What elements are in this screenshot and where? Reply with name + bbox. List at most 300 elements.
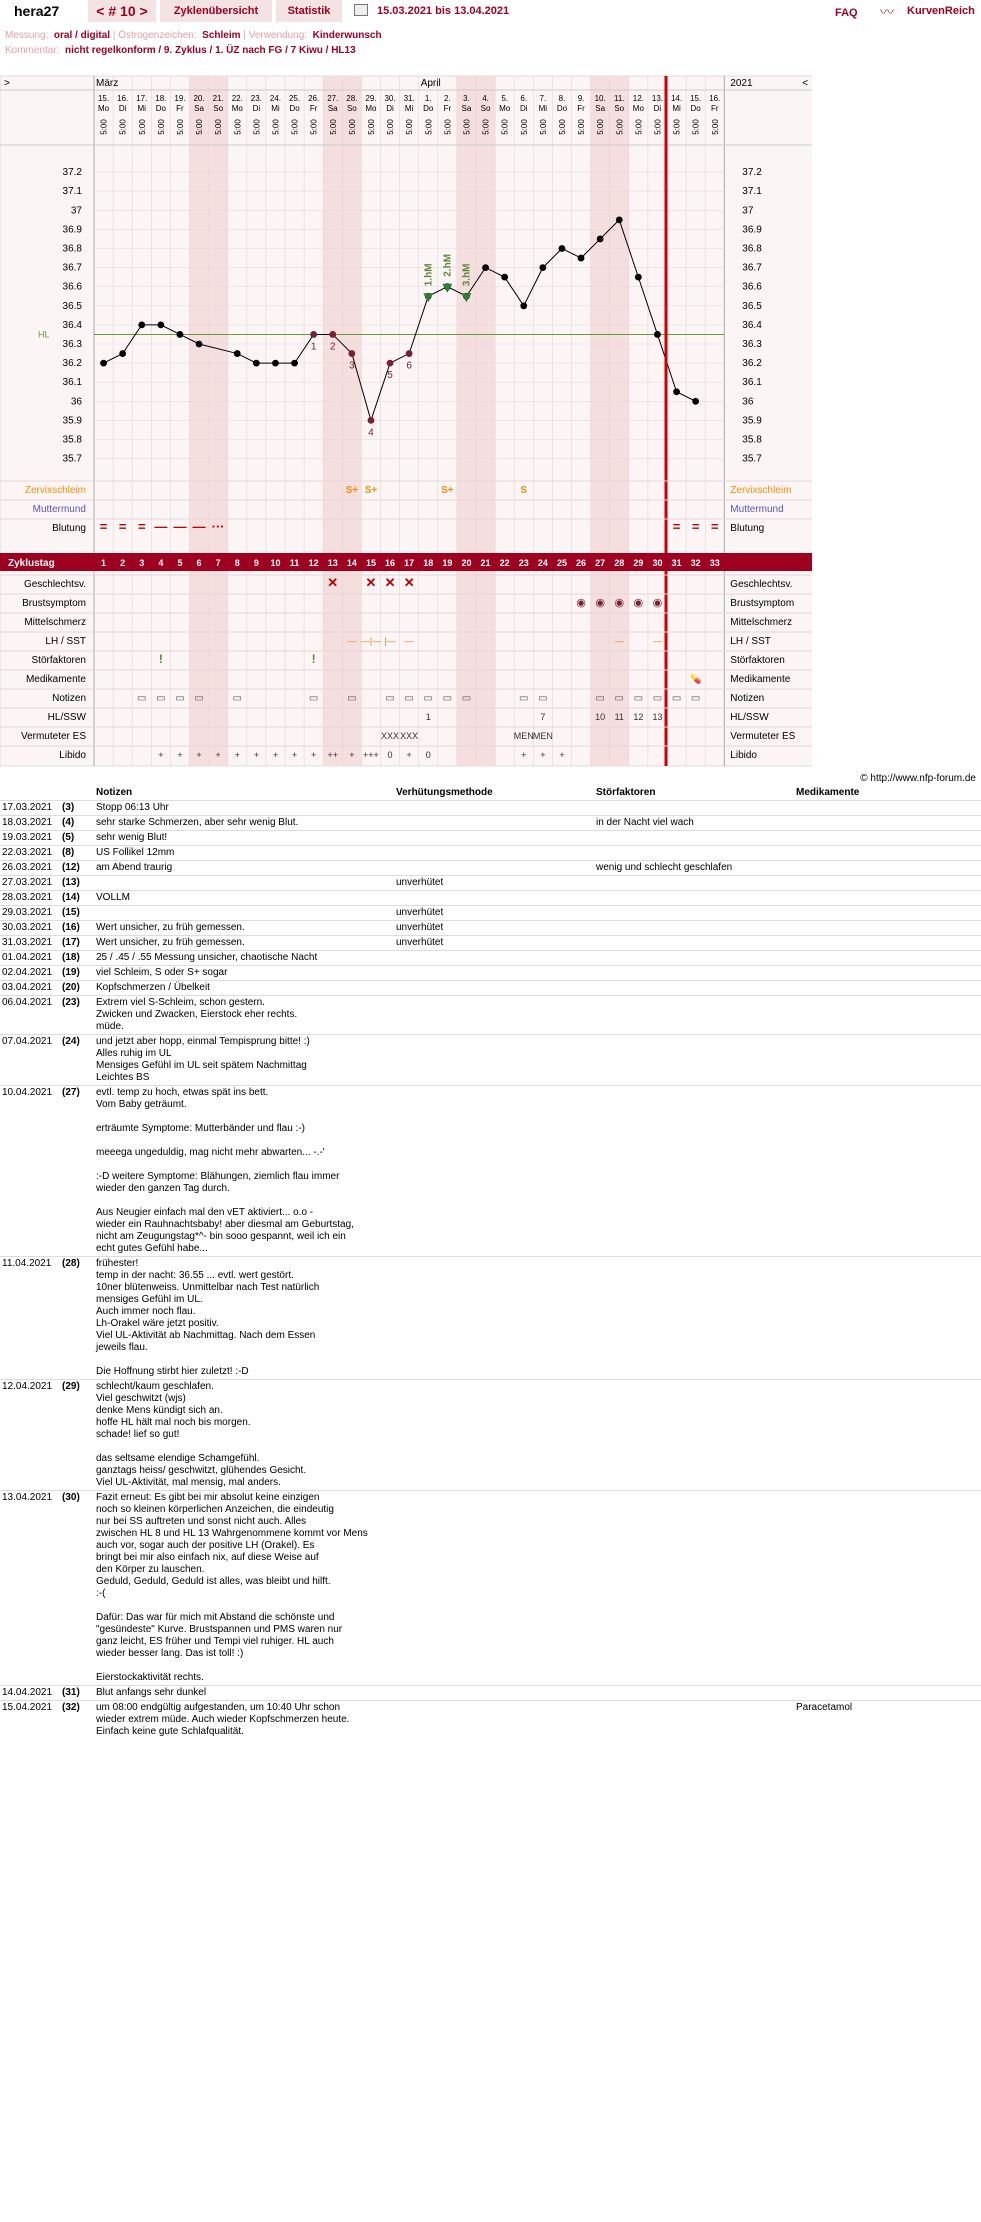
row-label-right: Brustsymptom <box>730 598 795 609</box>
high-label: 1.hM <box>423 263 435 287</box>
row-cell: +++ <box>363 750 379 760</box>
row-cell: MEN <box>532 731 553 741</box>
faq-link[interactable]: FAQ <box>835 7 858 19</box>
row-cell-blood: — <box>173 519 187 534</box>
low-label: 5 <box>387 370 393 382</box>
y-tick-right: 35.7 <box>742 453 762 465</box>
top-bar <box>0 0 981 22</box>
note-cycle-day: (13) <box>60 875 94 890</box>
day-time: 5:00 <box>309 119 319 135</box>
note-text: und jetzt aber hopp, einmal Tempisprung bitte! :) Alles ruhig im UL Mensiges Gefühl im UL seit spätem Nachmittag Leichtes BS <box>94 1034 394 1085</box>
note-date: 17.03.2021 <box>0 800 60 815</box>
row-cell: — <box>614 636 624 646</box>
day-weekday: Sa <box>461 104 472 113</box>
day-date: 18. <box>155 94 167 103</box>
cycle-day-number: 9 <box>253 558 259 568</box>
note-row <box>0 950 981 965</box>
note-method <box>394 815 594 830</box>
day-weekday: Do <box>556 104 568 113</box>
day-time: 5:00 <box>137 119 147 135</box>
day-weekday: Fr <box>443 104 452 113</box>
weekend-column <box>610 76 629 766</box>
note-cycle-day: (16) <box>60 920 94 935</box>
note-method <box>394 800 594 815</box>
day-weekday: Mi <box>404 104 414 113</box>
note-meds <box>794 980 981 995</box>
row-label-right: Notizen <box>730 693 765 704</box>
y-tick-right: 36.1 <box>742 377 762 389</box>
cycle-day-number: 26 <box>576 558 587 568</box>
day-date: 16. <box>117 94 129 103</box>
note-text: um 08:00 endgültig aufgestanden, um 10:40 Uhr schon wieder extrem müde. Auch wieder Kopfschmerzen heute. Einfach keine gute Schlafqualität. <box>94 1700 394 1739</box>
day-weekday: Di <box>386 104 394 113</box>
row-cell: ◉ <box>595 597 605 609</box>
day-date: 15. <box>690 94 702 103</box>
row-cell: 10 <box>595 712 606 722</box>
row-label: Mittelschmerz <box>24 617 86 628</box>
day-date: 12. <box>632 94 644 103</box>
day-date: 1. <box>424 94 432 103</box>
period-sep: bis <box>435 5 452 17</box>
measure-label: Messung: <box>5 30 49 41</box>
day-date: 24. <box>269 94 282 103</box>
brand-link[interactable]: KurvenReich <box>907 5 975 17</box>
day-time: 5:00 <box>386 119 396 135</box>
day-time: 5:00 <box>500 119 510 135</box>
note-factors <box>594 800 794 815</box>
row-label: Notizen <box>52 693 86 704</box>
note-cycle-day: (30) <box>60 1490 94 1685</box>
day-weekday: Fr <box>577 104 585 113</box>
cycle-day-number: 32 <box>690 558 701 568</box>
note-factors <box>594 1085 794 1256</box>
row-cell: + <box>234 750 240 760</box>
note-meds <box>794 1034 981 1085</box>
row-cell: ▭ <box>461 693 472 704</box>
row-label-right: Medikamente <box>730 674 791 685</box>
row-cell: ✕ <box>403 575 415 590</box>
temperature-point <box>253 360 260 367</box>
y-tick-left: 35.7 <box>62 453 82 465</box>
note-row <box>0 1379 981 1490</box>
day-time: 5:00 <box>596 119 606 135</box>
day-time: 5:00 <box>233 119 243 135</box>
row-cell: 💊 <box>690 674 702 684</box>
note-method: unverhütet <box>394 875 594 890</box>
note-factors <box>594 995 794 1034</box>
y-tick-left: 36.8 <box>62 243 82 255</box>
day-weekday: So <box>480 104 491 113</box>
row-cell: ++ <box>327 750 339 760</box>
day-date: 7. <box>539 94 547 103</box>
note-cycle-day: (32) <box>60 1700 94 1739</box>
month-label: März <box>96 78 119 89</box>
row-label-right: Mittelschmerz <box>730 617 792 628</box>
day-date: 3. <box>463 94 470 103</box>
note-row <box>0 1490 981 1685</box>
day-date: 5. <box>501 94 508 103</box>
cycle-day-number: 3 <box>139 558 145 568</box>
y-tick-right: 37.2 <box>742 167 762 179</box>
row-cell-blood: = <box>672 519 681 534</box>
note-factors <box>594 1700 794 1739</box>
y-tick-left: 36 <box>70 396 82 408</box>
tab-statistics[interactable]: Statistik <box>276 0 342 22</box>
temperature-point <box>539 264 546 271</box>
note-row <box>0 845 981 860</box>
day-date: 4. <box>482 94 489 103</box>
day-date: 29. <box>365 94 377 103</box>
note-date: 29.03.2021 <box>0 905 60 920</box>
y-tick-left: 36.1 <box>62 377 82 389</box>
note-text: Wert unsicher, zu früh gemessen. <box>94 935 394 950</box>
note-date: 13.04.2021 <box>0 1490 60 1685</box>
note-date: 27.03.2021 <box>0 875 60 890</box>
note-cycle-day: (31) <box>60 1685 94 1700</box>
note-text: Wert unsicher, zu früh gemessen. <box>94 920 394 935</box>
y-tick-left: 36.2 <box>62 358 82 370</box>
day-weekday: So <box>346 104 357 113</box>
day-time: 5:00 <box>328 119 338 135</box>
note-meds <box>794 920 981 935</box>
note-meds <box>794 830 981 845</box>
cycle-day-number: 7 <box>215 558 221 568</box>
meta-line-2 <box>5 43 382 58</box>
note-method <box>394 845 594 860</box>
row-cell: ▭ <box>404 693 414 704</box>
note-method <box>394 830 594 845</box>
note-row <box>0 980 981 995</box>
note-date: 07.04.2021 <box>0 1034 60 1085</box>
y-tick-left: 37.2 <box>62 167 82 179</box>
day-weekday: Mo <box>365 104 377 113</box>
note-factors <box>594 1379 794 1490</box>
row-cell: + <box>253 750 259 760</box>
note-method <box>394 860 594 875</box>
temperature-point <box>559 245 566 252</box>
weekend-column <box>190 76 209 766</box>
period-from: 15.03.2021 <box>377 5 433 17</box>
comment-value: nicht regelkonform / 9. Zyklus / 1. ÜZ nach FG / 7 Kiwu / HL13 <box>65 45 356 56</box>
notes-col-header: Notizen <box>96 787 133 799</box>
temperature-point <box>234 350 241 357</box>
note-date: 15.04.2021 <box>0 1700 60 1739</box>
row-cell: 0 <box>425 750 431 760</box>
note-cycle-day: (17) <box>60 935 94 950</box>
day-time: 5:00 <box>519 119 529 135</box>
temperature-point <box>329 331 336 338</box>
note-factors <box>594 1490 794 1685</box>
cycle-day-number: 17 <box>404 558 415 568</box>
note-method <box>394 995 594 1034</box>
row-cell: + <box>177 750 183 760</box>
row-label: HL/SSW <box>47 712 86 723</box>
row-label-mm: Muttermund <box>32 504 86 515</box>
row-cell: 13 <box>652 712 663 722</box>
row-cell: ▭ <box>156 693 166 704</box>
method-col-header: Verhütungsmethode <box>396 787 493 799</box>
temperature-point <box>482 264 489 271</box>
note-row <box>0 1085 981 1256</box>
day-date: 14. <box>670 94 683 103</box>
note-meds <box>794 905 981 920</box>
day-date: 8. <box>558 94 566 103</box>
row-cell-blood: = <box>118 519 127 534</box>
row-cell: + <box>521 750 527 760</box>
day-date: 17. <box>136 94 148 103</box>
day-date: 28. <box>346 94 358 103</box>
row-cell-blood: = <box>710 519 719 534</box>
note-cycle-day: (4) <box>60 815 94 830</box>
weekend-column <box>457 76 476 766</box>
row-cell: ! <box>158 652 163 666</box>
day-time: 5:00 <box>195 119 205 135</box>
cycle-day-number: 1 <box>101 558 107 568</box>
day-time: 5:00 <box>443 119 453 135</box>
note-text: sehr wenig Blut! <box>94 830 394 845</box>
note-meds <box>794 815 981 830</box>
note-method <box>394 1685 594 1700</box>
note-text <box>94 875 394 890</box>
row-label-blood: Blutung <box>52 523 86 534</box>
year-label: 2021 <box>730 78 753 89</box>
y-tick-left: 36.3 <box>62 339 82 350</box>
day-weekday: Mi <box>672 104 681 113</box>
note-cycle-day: (20) <box>60 980 94 995</box>
note-meds <box>794 995 981 1034</box>
day-date: 21. <box>212 94 224 103</box>
note-meds <box>794 935 981 950</box>
row-cell: ! <box>311 652 316 666</box>
factors-col-header: Störfaktoren <box>596 787 656 799</box>
note-text: viel Schleim, S oder S+ sogar <box>94 965 394 980</box>
note-meds: Paracetamol <box>794 1700 981 1739</box>
row-cell: 11 <box>614 712 624 722</box>
day-date: 6. <box>520 94 528 103</box>
tab-cycle-overview[interactable]: Zyklenübersicht <box>160 0 272 22</box>
day-time: 5:00 <box>405 119 415 135</box>
nav-right-arrow[interactable]: < <box>802 78 809 89</box>
day-weekday: Mo <box>632 104 644 113</box>
note-cycle-day: (5) <box>60 830 94 845</box>
day-time: 5:00 <box>691 119 701 135</box>
day-weekday: Sa <box>194 104 204 113</box>
cycle-meta <box>5 28 382 58</box>
day-date: 25. <box>288 94 301 103</box>
day-date: 27. <box>327 94 339 103</box>
cycle-day-number: 4 <box>158 558 164 568</box>
cycle-navigator[interactable]: < # 10 > <box>88 0 156 22</box>
note-text: 25 / .45 / .55 Messung unsicher, chaotische Nacht <box>94 950 394 965</box>
row-label-right-mm: Muttermund <box>730 504 784 515</box>
row-cell: ▭ <box>308 693 319 704</box>
row-label: Geschlechtsv. <box>23 579 86 590</box>
note-text: sehr starke Schmerzen, aber sehr wenig Blut. <box>94 815 394 830</box>
row-cell: ✕ <box>365 575 377 590</box>
day-time: 5:00 <box>214 119 224 135</box>
day-time: 5:00 <box>156 119 166 135</box>
row-cell: ▭ <box>175 693 185 704</box>
day-weekday: Di <box>118 104 127 113</box>
day-time: 5:00 <box>557 119 567 135</box>
nav-left-arrow[interactable]: > <box>4 78 10 89</box>
row-label-right-cervix: Zervixschleim <box>730 485 792 496</box>
note-method <box>394 1700 594 1739</box>
day-time: 5:00 <box>252 119 262 135</box>
day-time: 5:00 <box>290 119 300 135</box>
note-meds <box>794 1256 981 1379</box>
row-cell-cervix: S <box>520 485 528 496</box>
day-date: 15. <box>97 94 110 103</box>
cycle-day-number: 21 <box>480 558 491 568</box>
day-time: 5:00 <box>462 119 472 135</box>
low-label: 3 <box>349 360 355 372</box>
note-cycle-day: (23) <box>60 995 94 1034</box>
row-cell-blood: — <box>192 519 206 534</box>
cycle-day-number: 18 <box>423 558 434 568</box>
temperature-point <box>196 341 203 348</box>
note-cycle-day: (14) <box>60 890 94 905</box>
copyright: © http://www.nfp-forum.de <box>860 773 976 784</box>
row-label-right: Vermuteter ES <box>730 731 796 742</box>
row-label-right: Libido <box>730 750 758 761</box>
note-row <box>0 890 981 905</box>
day-time: 5:00 <box>366 119 376 135</box>
temperature-point <box>157 322 164 329</box>
day-time: 5:00 <box>615 119 625 135</box>
note-method <box>394 1034 594 1085</box>
note-date: 28.03.2021 <box>0 890 60 905</box>
note-date: 01.04.2021 <box>0 950 60 965</box>
weekend-column <box>591 76 610 766</box>
row-cell: ▭ <box>194 693 204 704</box>
y-tick-left: 36.9 <box>62 224 82 236</box>
cycle-period <box>377 5 509 17</box>
row-cell: ✕ <box>384 575 396 590</box>
cycle-day-number: 8 <box>234 558 240 568</box>
printer-icon[interactable] <box>354 4 368 16</box>
day-weekday: Mi <box>137 104 146 113</box>
period-to: 13.04.2021 <box>454 5 510 17</box>
comment-label: Kommentar: <box>5 45 60 56</box>
day-date: 10. <box>594 94 606 103</box>
weekend-column <box>323 76 342 766</box>
row-cell: ▭ <box>690 693 701 704</box>
note-date: 30.03.2021 <box>0 920 60 935</box>
note-meds <box>794 1685 981 1700</box>
note-date: 02.04.2021 <box>0 965 60 980</box>
low-label: 6 <box>406 360 412 372</box>
row-cell: ▭ <box>137 693 147 704</box>
day-date: 26. <box>308 94 320 103</box>
note-cycle-day: (27) <box>60 1085 94 1256</box>
y-tick-right: 36.3 <box>742 339 762 350</box>
note-meds <box>794 1379 981 1490</box>
curve-logo-icon: 〰 <box>880 4 894 20</box>
y-tick-left: 35.9 <box>62 415 82 427</box>
day-weekday: Fr <box>710 104 719 113</box>
temperature-point <box>348 350 355 357</box>
note-method <box>394 1256 594 1379</box>
note-meds <box>794 950 981 965</box>
note-meds <box>794 845 981 860</box>
row-cell: 12 <box>633 712 644 722</box>
cycle-chart <box>0 73 812 773</box>
note-text: frühester! temp in der nacht: 36.55 ... evtl. wert gestört. 10ner blütenweiss. Unmittelbar nach Test natürlich mensiges Gefühl im UL. Auch immer noch flau. Lh-Orakel wäre jetzt positiv. Viel UL-Aktivität ab Nachmittag. Nach dem Essen jeweils flau. Die Hoffnung stirbt hier zuletzt! :-D <box>94 1256 394 1379</box>
note-text <box>94 905 394 920</box>
note-method <box>394 1085 594 1256</box>
note-method: unverhütet <box>394 920 594 935</box>
row-cell: ✕ <box>327 575 339 590</box>
row-cell: ▭ <box>347 693 357 704</box>
note-date: 31.03.2021 <box>0 935 60 950</box>
low-label: 1 <box>310 341 317 353</box>
temperature-point <box>100 360 107 367</box>
day-date: 22. <box>231 94 243 103</box>
note-factors <box>594 980 794 995</box>
high-label: 3.hM <box>461 263 473 287</box>
row-cell: + <box>311 750 317 760</box>
note-row <box>0 920 981 935</box>
day-date: 2. <box>444 94 451 103</box>
usage-label: Verwendung: <box>248 30 308 41</box>
estrogen-value: Schleim <box>202 30 241 41</box>
usage-value: Kinderwunsch <box>312 30 382 41</box>
note-factors <box>594 1685 794 1700</box>
day-date: 19. <box>174 94 186 103</box>
note-date: 14.04.2021 <box>0 1685 60 1700</box>
row-cell: XXX <box>400 731 419 741</box>
row-cell: ▭ <box>671 693 682 704</box>
row-label: Brustsymptom <box>22 598 86 609</box>
cycle-day-number: 14 <box>346 558 357 568</box>
day-date: 23. <box>250 94 262 103</box>
row-cell: 0 <box>387 750 393 760</box>
day-weekday: Do <box>690 104 701 113</box>
row-cell: ◉ <box>614 597 625 609</box>
cycle-day-number: 33 <box>709 558 720 568</box>
cycle-day-number: 10 <box>270 558 281 568</box>
cycle-day-number: 31 <box>671 558 682 568</box>
row-label: Vermuteter ES <box>20 731 86 742</box>
cycle-day-number: 25 <box>556 558 567 568</box>
day-weekday: Mo <box>97 104 110 113</box>
row-cell: 7 <box>540 712 546 722</box>
cycle-day-number: 28 <box>614 558 625 568</box>
note-method <box>394 965 594 980</box>
cycle-day-number: 16 <box>385 558 396 568</box>
note-row <box>0 1700 981 1739</box>
row-cell: MEN <box>513 731 534 741</box>
note-cycle-day: (19) <box>60 965 94 980</box>
meta-line-1: Messung: oral / digital | Östrogenzeichen: Schleim | Verwendung: Kinderwunsch <box>5 30 382 41</box>
row-cell-blood: ··· <box>211 519 225 534</box>
note-meds <box>794 1085 981 1256</box>
row-cell: — <box>404 636 414 646</box>
temperature-point <box>368 417 375 424</box>
cycle-day-number: 2 <box>120 558 126 568</box>
note-factors <box>594 920 794 935</box>
note-cycle-day: (15) <box>60 905 94 920</box>
note-text: Kopfschmerzen / Übelkeit <box>94 980 394 995</box>
day-weekday: So <box>614 104 625 113</box>
note-meds <box>794 1490 981 1685</box>
note-date: 11.04.2021 <box>0 1256 60 1379</box>
day-date: 20. <box>193 94 205 103</box>
note-date: 12.04.2021 <box>0 1379 60 1490</box>
day-weekday: Do <box>155 104 166 113</box>
day-time: 5:00 <box>481 119 491 135</box>
